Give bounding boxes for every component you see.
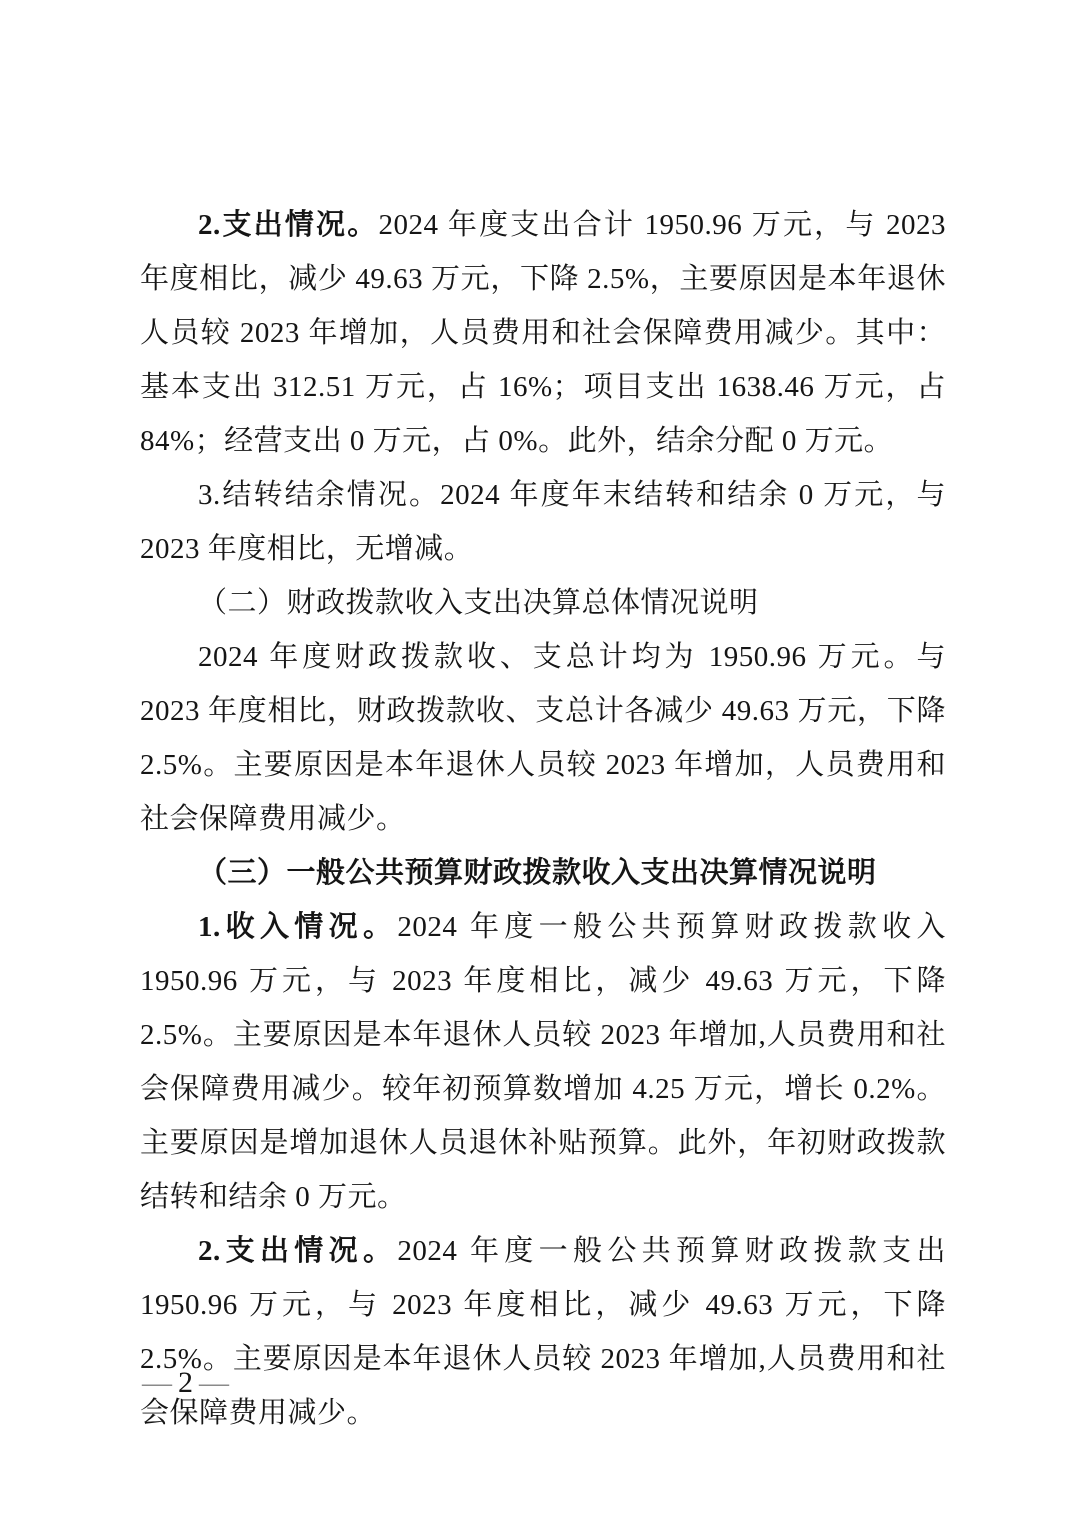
paragraph-expenditure-total	[140, 198, 946, 468]
paragraph-carryover-balance	[140, 468, 946, 576]
paragraph-lead: 1.收入情况。	[198, 911, 398, 943]
paragraph-lead: 2.支出情况。	[198, 1235, 398, 1267]
heading-text: （三）一般公共预算财政拨款收入支出决算情况说明	[198, 857, 877, 889]
paragraph-fiscal-appropriation-overall	[140, 630, 946, 846]
paragraph-text: 2024 年度支出合计 1950.96 万元，与 2023 年度相比，减少 49.63 万元，下降 2.5%，主要原因是本年退休人员较 2023 年增加，人员费用和社会保障费用减少。其中：基本支出 312.51 万元，占 16%；项目支出 1638.46 万元，占 84%；经营支出 0 万元，占 0%。此外，结余分配 0 万元。	[140, 209, 946, 457]
section-heading-general-public-budget	[140, 846, 946, 900]
paragraph-text: 2024 年度一般公共预算财政拨款收入 1950.96 万元，与 2023 年度相比，减少 49.63 万元，下降 2.5%。主要原因是本年退休人员较 2023 年增加,人员费用和社会保障费用减少。较年初预算数增加 4.25 万元，增长 0.2%。主要原因是增加退休人员退休补贴预算。此外，年初财政拨款结转和结余 0 万元。	[140, 911, 946, 1213]
document-body	[140, 198, 946, 1440]
paragraph-general-budget-expenditure	[140, 1224, 946, 1440]
paragraph-text: 3.结转结余情况。2024 年度年末结转和结余 0 万元，与 2023 年度相比，无增减。	[140, 479, 946, 565]
heading-text: （二）财政拨款收入支出决算总体情况说明	[198, 587, 759, 619]
footer-dash-right: —	[199, 1366, 229, 1399]
paragraph-text: 2024 年度一般公共预算财政拨款支出 1950.96 万元，与 2023 年度相比，减少 49.63 万元，下降 2.5%。主要原因是本年退休人员较 2023 年增加,人员费用和社会保障费用减少。	[140, 1235, 946, 1429]
paragraph-general-budget-income	[140, 900, 946, 1224]
page-footer	[136, 1363, 235, 1403]
footer-dash-left: —	[142, 1366, 172, 1399]
section-heading-fiscal-appropriation-overall	[140, 576, 946, 630]
paragraph-lead: 2.支出情况。	[198, 209, 379, 241]
page-number: 2	[178, 1366, 193, 1399]
paragraph-text: 2024 年度财政拨款收、支总计均为 1950.96 万元。与 2023 年度相比，财政拨款收、支总计各减少 49.63 万元，下降 2.5%。主要原因是本年退休人员较 2023 年增加，人员费用和社会保障费用减少。	[140, 641, 946, 835]
